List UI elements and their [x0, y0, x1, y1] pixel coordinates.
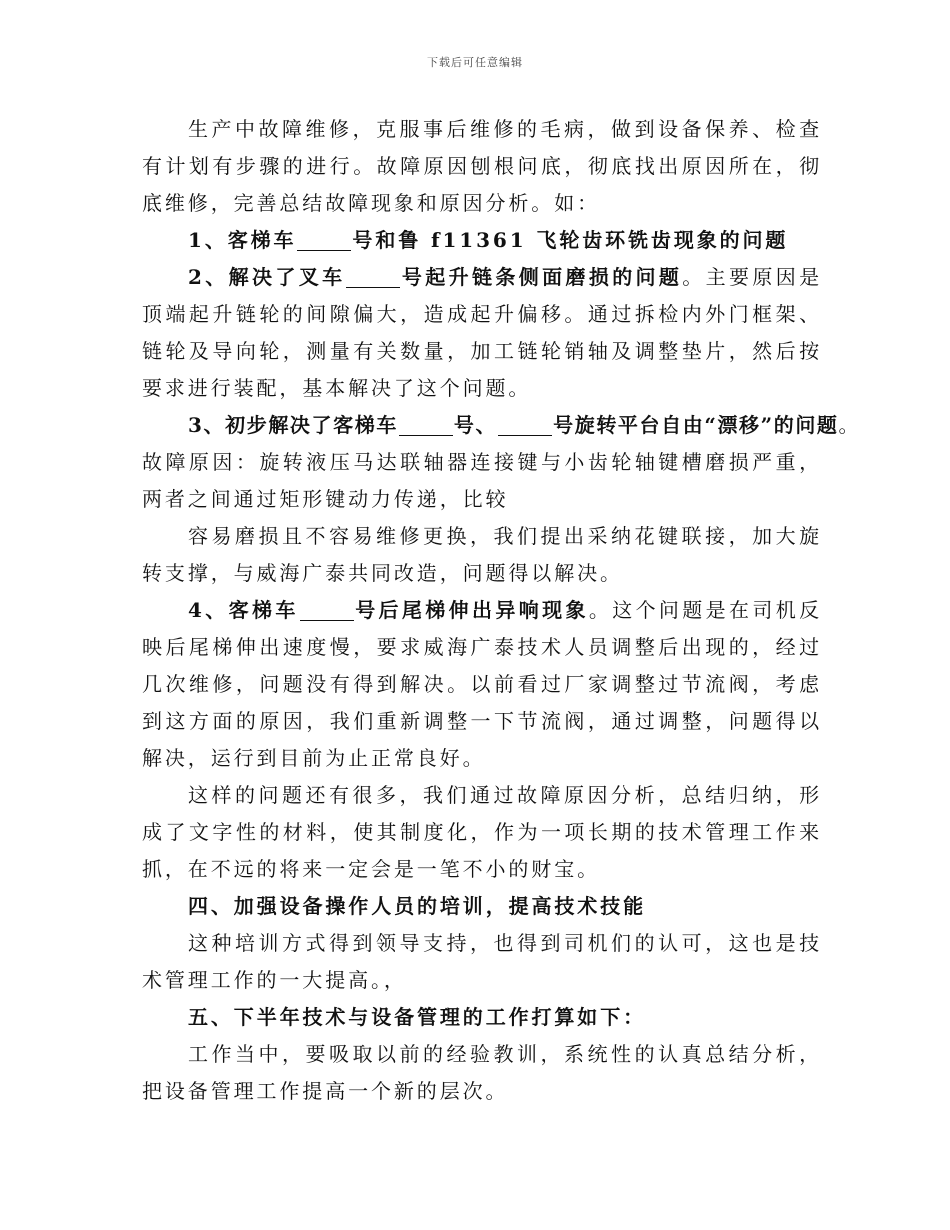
item-2-heading-b: 号起升链条侧面磨损的问题 [401, 265, 683, 289]
section-5-paragraph: 工作当中，要吸取以前的经验教训，系统性的认真总结分析，把设备管理工作提高一个新的层次。 [142, 1042, 822, 1103]
section-5-heading: 五、下半年技术与设备管理的工作打算如下： [188, 1005, 646, 1029]
summary-paragraph: 这样的问题还有很多，我们通过故障原因分析，总结归纳，形成了文字性的材料，使其制度化，作为一项长期的技术管理工作来抓，在不远的将来一定会是一笔不小的财宝。 [142, 783, 822, 881]
item-4-heading-a: 4、客梯车 [188, 598, 299, 622]
document-body [142, 111, 861, 1110]
item-1-heading [142, 222, 822, 259]
item-3-heading-a: 3、初步解决了客梯车 [188, 413, 398, 437]
item-3-body: 故障原因：旋转液压马达联轴器连接键与小齿轮轴键槽磨损严重，两者之间通过矩形键动力传递，比较 [142, 450, 822, 511]
blank-field [300, 600, 354, 621]
blank-field [346, 267, 400, 288]
intro-paragraph: 生产中故障维修，克服事后维修的毛病，做到设备保养、检查有计划有步骤的进行。故障原因刨根问底，彻底找出原因所在，彻底维修，完善总结故障现象和原因分析。如： [142, 117, 822, 215]
page-header: 下载后可任意编辑 [427, 56, 523, 69]
item-3-heading-c: 号旋转平台自由“漂移”的问题 [553, 413, 839, 437]
section-4-paragraph: 这种培训方式得到领导支持，也得到司机们的认可，这也是技术管理工作的一大提高。， [142, 931, 822, 992]
blank-field [399, 415, 453, 436]
item-3-heading-b: 号、 [453, 413, 498, 437]
item-2-paragraph [142, 259, 822, 407]
item-1-text-b: 号和鲁 f11361 飞轮齿环铣齿现象的问题 [352, 228, 789, 252]
item-4-paragraph [142, 592, 822, 777]
item-4-body: 。这个问题是在司机反映后尾梯伸出速度慢，要求威海广泰技术人员调整后出现的，经过几次维修，问题没有得到解决。以前看过厂家调整过节流阀，考虑到这方面的原因，我们重新调整一下节流阀，通过调整，问题得以解决，运行到目前为止正常良好。 [142, 598, 823, 770]
item-1-text-a: 1、客梯车 [188, 228, 297, 252]
blank-field [498, 415, 552, 436]
item-3-heading-end: 。 [838, 413, 861, 437]
section-4-heading: 四、加强设备操作人员的培训，提高技术技能 [188, 894, 646, 918]
item-3-continuation: 容易磨损且不容易维修更换，我们提出采纳花键联接，加大旋转支撑，与威海广泰共同改造，问题得以解决。 [142, 524, 822, 585]
item-2-heading-a: 2、解决了叉车 [188, 265, 346, 289]
item-4-heading-b: 号后尾梯伸出异响现象 [354, 598, 589, 622]
item-3-heading [142, 407, 861, 444]
item-2-body: 。主要原因是顶端起升链轮的间隙偏大，造成起升偏移。通过拆检内外门框架、链轮及导向轮，测量有关数量，加工链轮销轴及调整垫片，然后按要求进行装配，基本解决了这个问题。 [142, 265, 822, 400]
blank-field [297, 230, 351, 251]
